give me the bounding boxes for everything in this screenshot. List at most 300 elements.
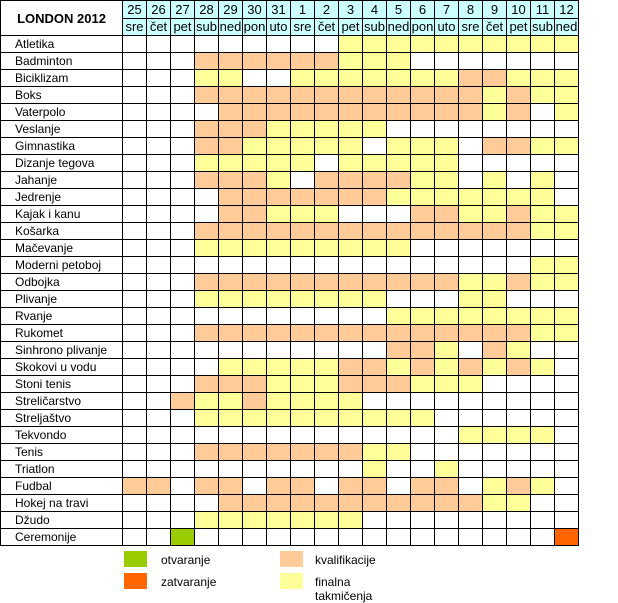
schedule-cell: [531, 155, 555, 172]
schedule-cell: [243, 70, 267, 87]
schedule-cell: [531, 104, 555, 121]
schedule-cell: [219, 172, 243, 189]
schedule-cell: [123, 138, 147, 155]
schedule-cell: [195, 444, 219, 461]
schedule-cell: [291, 104, 315, 121]
schedule-cell: [267, 410, 291, 427]
schedule-cell: [315, 53, 339, 70]
schedule-cell: [315, 223, 339, 240]
table-row: [1, 223, 579, 240]
schedule-cell: [147, 36, 171, 53]
schedule-cell: [147, 376, 171, 393]
schedule-cell: [507, 104, 531, 121]
schedule-cell: [435, 461, 459, 478]
schedule-cell: [195, 121, 219, 138]
schedule-cell: [435, 104, 459, 121]
schedule-cell: [267, 342, 291, 359]
schedule-cell: [363, 461, 387, 478]
schedule-cell: [195, 461, 219, 478]
schedule-cell: [339, 325, 363, 342]
schedule-cell: [363, 223, 387, 240]
schedule-cell: [339, 257, 363, 274]
schedule-cell: [387, 257, 411, 274]
schedule-cell: [219, 427, 243, 444]
table-row: [1, 121, 579, 138]
schedule-cell: [147, 359, 171, 376]
schedule-cell: [483, 393, 507, 410]
schedule-cell: [387, 138, 411, 155]
schedule-cell: [171, 172, 195, 189]
schedule-cell: [171, 155, 195, 172]
schedule-cell: [363, 53, 387, 70]
schedule-cell: [195, 257, 219, 274]
schedule-cell: [195, 189, 219, 206]
schedule-cell: [459, 478, 483, 495]
schedule-cell: [123, 53, 147, 70]
schedule-cell: [555, 172, 579, 189]
table-row: [1, 512, 579, 529]
schedule-cell: [315, 36, 339, 53]
schedule-cell: [459, 308, 483, 325]
schedule-cell: [507, 240, 531, 257]
schedule-cell: [243, 138, 267, 155]
schedule-cell: [483, 376, 507, 393]
day-weekday: uto: [435, 18, 459, 36]
schedule-cell: [459, 155, 483, 172]
schedule-cell: [555, 121, 579, 138]
table-row: [1, 410, 579, 427]
schedule-cell: [435, 308, 459, 325]
table-row: [1, 70, 579, 87]
schedule-cell: [219, 512, 243, 529]
day-weekday: sre: [291, 18, 315, 36]
schedule-cell: [243, 529, 267, 546]
schedule-cell: [435, 410, 459, 427]
schedule-cell: [363, 410, 387, 427]
schedule-cell: [363, 257, 387, 274]
schedule-cell: [387, 512, 411, 529]
schedule-cell: [531, 444, 555, 461]
schedule-cell: [387, 359, 411, 376]
schedule-body: [1, 36, 579, 546]
schedule-cell: [243, 376, 267, 393]
day-weekday: pet: [507, 18, 531, 36]
schedule-cell: [363, 172, 387, 189]
schedule-cell: [243, 121, 267, 138]
schedule-cell: [195, 87, 219, 104]
schedule-cell: [123, 325, 147, 342]
schedule-cell: [531, 87, 555, 104]
schedule-cell: [243, 104, 267, 121]
schedule-cell: [363, 342, 387, 359]
sport-name: Kajak i kanu: [1, 206, 123, 223]
schedule-cell: [411, 410, 435, 427]
schedule-cell: [435, 342, 459, 359]
schedule-cell: [531, 121, 555, 138]
day-number: 30: [243, 1, 267, 19]
schedule-cell: [459, 121, 483, 138]
schedule-cell: [531, 393, 555, 410]
schedule-cell: [243, 427, 267, 444]
schedule-cell: [555, 206, 579, 223]
schedule-cell: [147, 410, 171, 427]
day-number: 5: [387, 1, 411, 19]
schedule-cell: [507, 325, 531, 342]
schedule-cell: [555, 257, 579, 274]
sport-name: Triatlon: [1, 461, 123, 478]
day-weekday: čet: [147, 18, 171, 36]
schedule-cell: [363, 36, 387, 53]
schedule-cell: [411, 291, 435, 308]
schedule-cell: [483, 325, 507, 342]
schedule-cell: [411, 274, 435, 291]
schedule-cell: [123, 393, 147, 410]
sport-name: Tenis: [1, 444, 123, 461]
schedule-cell: [459, 240, 483, 257]
schedule-cell: [291, 155, 315, 172]
schedule-cell: [411, 104, 435, 121]
day-number: 2: [315, 1, 339, 19]
schedule-cell: [171, 461, 195, 478]
schedule-cell: [315, 121, 339, 138]
schedule-cell: [387, 240, 411, 257]
schedule-cell: [435, 529, 459, 546]
schedule-cell: [291, 53, 315, 70]
schedule-cell: [507, 223, 531, 240]
schedule-cell: [459, 36, 483, 53]
schedule-cell: [459, 223, 483, 240]
schedule-cell: [339, 223, 363, 240]
schedule-cell: [267, 325, 291, 342]
schedule-cell: [267, 495, 291, 512]
schedule-cell: [387, 376, 411, 393]
schedule-cell: [411, 495, 435, 512]
schedule-cell: [411, 325, 435, 342]
schedule-cell: [315, 529, 339, 546]
schedule-cell: [339, 495, 363, 512]
schedule-cell: [267, 478, 291, 495]
schedule-cell: [411, 189, 435, 206]
schedule-cell: [507, 172, 531, 189]
schedule-cell: [483, 121, 507, 138]
schedule-cell: [291, 206, 315, 223]
schedule-cell: [123, 308, 147, 325]
schedule-cell: [435, 121, 459, 138]
schedule-cell: [315, 478, 339, 495]
schedule-cell: [315, 206, 339, 223]
schedule-cell: [195, 342, 219, 359]
schedule-cell: [531, 478, 555, 495]
schedule-cell: [267, 257, 291, 274]
day-weekday: čet: [315, 18, 339, 36]
schedule-cell: [531, 308, 555, 325]
schedule-cell: [267, 393, 291, 410]
schedule-cell: [243, 36, 267, 53]
sport-name: Gimnastika: [1, 138, 123, 155]
schedule-cell: [507, 427, 531, 444]
schedule-cell: [507, 155, 531, 172]
schedule-cell: [387, 444, 411, 461]
schedule-cell: [147, 393, 171, 410]
schedule-cell: [435, 393, 459, 410]
schedule-cell: [411, 53, 435, 70]
table-row: [1, 257, 579, 274]
schedule-cell: [291, 240, 315, 257]
schedule-cell: [507, 495, 531, 512]
schedule-cell: [171, 189, 195, 206]
day-number: 11: [531, 1, 555, 19]
table-row: [1, 138, 579, 155]
sport-name: Tekvondo: [1, 427, 123, 444]
schedule-cell: [195, 155, 219, 172]
schedule-cell: [339, 308, 363, 325]
schedule-cell: [411, 376, 435, 393]
schedule-cell: [267, 444, 291, 461]
schedule-cell: [555, 427, 579, 444]
legend-swatch-qualification: [280, 551, 303, 567]
schedule-cell: [435, 325, 459, 342]
schedule-cell: [291, 342, 315, 359]
schedule-cell: [315, 512, 339, 529]
schedule-cell: [219, 342, 243, 359]
schedule-cell: [483, 274, 507, 291]
schedule-cell: [555, 36, 579, 53]
schedule-cell: [507, 512, 531, 529]
sport-name: Jedrenje: [1, 189, 123, 206]
schedule-cell: [387, 87, 411, 104]
schedule-cell: [483, 155, 507, 172]
schedule-cell: [291, 478, 315, 495]
schedule-cell: [483, 206, 507, 223]
schedule-cell: [147, 291, 171, 308]
schedule-cell: [363, 495, 387, 512]
table-row: [1, 444, 579, 461]
schedule-cell: [243, 53, 267, 70]
schedule-cell: [459, 529, 483, 546]
schedule-cell: [219, 138, 243, 155]
schedule-cell: [219, 495, 243, 512]
schedule-cell: [507, 478, 531, 495]
schedule-cell: [531, 257, 555, 274]
schedule-cell: [411, 172, 435, 189]
schedule-cell: [219, 223, 243, 240]
schedule-cell: [123, 189, 147, 206]
day-weekday: sre: [123, 18, 147, 36]
schedule-cell: [171, 104, 195, 121]
schedule-cell: [507, 291, 531, 308]
schedule-cell: [363, 240, 387, 257]
day-weekday: sub: [196, 19, 217, 35]
schedule-cell: [531, 172, 555, 189]
schedule-cell: [363, 444, 387, 461]
schedule-cell: [147, 121, 171, 138]
schedule-cell: [339, 240, 363, 257]
schedule-cell: [531, 461, 555, 478]
schedule-cell: [147, 172, 171, 189]
day-number: 9: [483, 1, 507, 19]
schedule-cell: [171, 359, 195, 376]
schedule-cell: [147, 240, 171, 257]
table-row: [1, 104, 579, 121]
schedule-cell: [339, 274, 363, 291]
schedule-cell: [243, 274, 267, 291]
header-row-days: [1, 1, 579, 19]
schedule-cell: [291, 121, 315, 138]
schedule-cell: [243, 410, 267, 427]
schedule-cell: [219, 240, 243, 257]
schedule-cell: [267, 87, 291, 104]
schedule-cell: [339, 36, 363, 53]
schedule-cell: [219, 53, 243, 70]
schedule-cell: [411, 512, 435, 529]
schedule-cell: [555, 359, 579, 376]
sport-name: Moderni petoboj: [1, 257, 123, 274]
sport-name: Džudo: [1, 512, 123, 529]
day-number: 8: [459, 1, 483, 19]
schedule-cell: [411, 70, 435, 87]
schedule-cell: [147, 155, 171, 172]
schedule-cell: [171, 291, 195, 308]
schedule-cell: [315, 240, 339, 257]
day-weekday: pet: [339, 18, 363, 36]
schedule-cell: [315, 444, 339, 461]
schedule-cell: [147, 257, 171, 274]
sport-name: Ceremonije: [1, 529, 123, 546]
schedule-cell: [147, 495, 171, 512]
day-weekday: ned: [555, 19, 578, 35]
schedule-cell: [363, 155, 387, 172]
schedule-cell: [459, 461, 483, 478]
schedule-cell: [219, 87, 243, 104]
schedule-cell: [195, 104, 219, 121]
sport-name: Streličarstvo: [1, 393, 123, 410]
schedule-cell: [459, 376, 483, 393]
schedule-cell: [243, 461, 267, 478]
table-row: [1, 308, 579, 325]
day-number: 31: [267, 1, 291, 19]
schedule-cell: [195, 529, 219, 546]
schedule-cell: [411, 478, 435, 495]
schedule-cell: [507, 257, 531, 274]
schedule-cell: [123, 104, 147, 121]
schedule-cell: [387, 70, 411, 87]
schedule-cell: [267, 70, 291, 87]
schedule-cell: [339, 206, 363, 223]
schedule-cell: [219, 155, 243, 172]
schedule-cell: [459, 291, 483, 308]
table-row: [1, 325, 579, 342]
schedule-cell: [435, 155, 459, 172]
legend-swatch-closing: [124, 573, 147, 589]
schedule-cell: [243, 206, 267, 223]
schedule-cell: [195, 70, 219, 87]
schedule-cell: [123, 87, 147, 104]
schedule-cell: [339, 172, 363, 189]
schedule-cell: [147, 478, 171, 495]
schedule-cell: [363, 512, 387, 529]
schedule-cell: [531, 410, 555, 427]
schedule-cell: [555, 138, 579, 155]
schedule-cell: [315, 427, 339, 444]
schedule-cell: [219, 36, 243, 53]
schedule-cell: [483, 410, 507, 427]
sport-name: Stoni tenis: [1, 376, 123, 393]
schedule-cell: [147, 189, 171, 206]
schedule-cell: [507, 529, 531, 546]
schedule-cell: [315, 325, 339, 342]
schedule-cell: [243, 359, 267, 376]
day-number: 3: [339, 1, 363, 19]
schedule-cell: [411, 206, 435, 223]
day-weekday: sub: [532, 19, 553, 35]
schedule-cell: [555, 240, 579, 257]
schedule-cell: [123, 495, 147, 512]
schedule-cell: [267, 53, 291, 70]
schedule-cell: [387, 342, 411, 359]
schedule-cell: [267, 240, 291, 257]
schedule-cell: [267, 308, 291, 325]
schedule-cell: [435, 257, 459, 274]
table-row: [1, 359, 579, 376]
schedule-cell: [507, 410, 531, 427]
schedule-cell: [243, 325, 267, 342]
day-weekday: uto: [267, 18, 291, 36]
schedule-cell: [339, 359, 363, 376]
schedule-cell: [291, 512, 315, 529]
schedule-cell: [267, 36, 291, 53]
legend-label-qualification: kvalifikacije: [315, 553, 376, 567]
day-number: 6: [411, 1, 435, 19]
schedule-cell: [219, 359, 243, 376]
sport-name: Košarka: [1, 223, 123, 240]
schedule-cell: [435, 206, 459, 223]
schedule-cell: [123, 478, 147, 495]
schedule-cell: [435, 444, 459, 461]
sport-name: Veslanje: [1, 121, 123, 138]
day-weekday: pon: [243, 19, 266, 35]
schedule-cell: [483, 257, 507, 274]
schedule-cell: [555, 104, 579, 121]
schedule-cell: [387, 410, 411, 427]
sport-name: Mačevanje: [1, 240, 123, 257]
schedule-cell: [387, 274, 411, 291]
schedule-cell: [123, 359, 147, 376]
schedule-cell: [555, 53, 579, 70]
schedule-cell: [171, 121, 195, 138]
schedule-cell: [267, 274, 291, 291]
schedule-cell: [555, 274, 579, 291]
day-number: 26: [147, 1, 171, 19]
schedule-cell: [507, 206, 531, 223]
schedule-cell: [411, 138, 435, 155]
schedule-cell: [483, 495, 507, 512]
day-number: 27: [171, 1, 195, 19]
schedule-cell: [147, 529, 171, 546]
schedule-cell: [459, 257, 483, 274]
schedule-cell: [171, 53, 195, 70]
sport-name: Rvanje: [1, 308, 123, 325]
schedule-cell: [147, 138, 171, 155]
schedule-cell: [123, 410, 147, 427]
schedule-cell: [363, 291, 387, 308]
schedule-cell: [507, 359, 531, 376]
schedule-cell: [171, 495, 195, 512]
schedule-cell: [315, 189, 339, 206]
schedule-cell: [459, 359, 483, 376]
schedule-cell: [219, 376, 243, 393]
table-row: [1, 291, 579, 308]
day-number: 25: [123, 1, 147, 19]
